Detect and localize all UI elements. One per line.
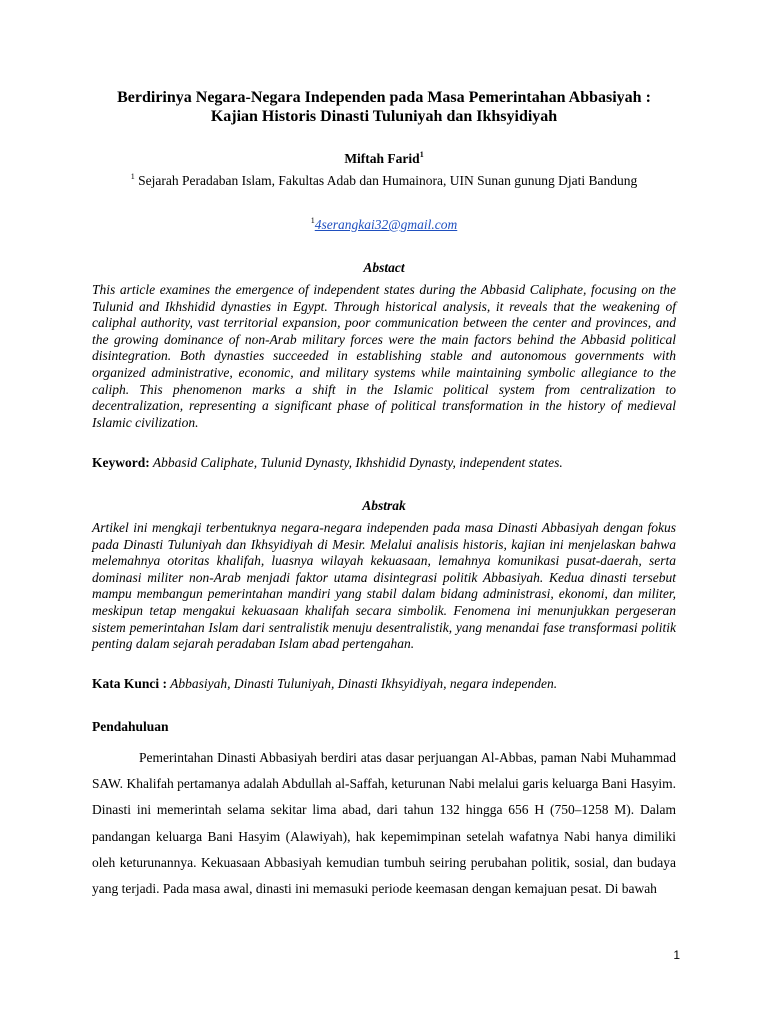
author-affiliation [92, 173, 676, 189]
keywords-id-label: Kata Kunci : [92, 676, 168, 691]
paper-title: Berdirinya Negara-Negara Independen pada Masa Pemerintahan Abbasiyah : Kajian Historis Dinasti Tuluniyah dan Ikhsyidiyah [117, 89, 651, 125]
keywords-en [92, 455, 676, 471]
keywords-id-values: Abbasiyah, Dinasti Tuluniyah, Dinasti Ikhsyidiyah, negara independen. [167, 676, 558, 691]
email-link[interactable]: 4serangkai32@gmail.com [314, 217, 458, 232]
keywords-id [92, 676, 676, 692]
abstract-id-text: Artikel ini mengkaji terbentuknya negara-negara independen pada masa Dinasti Abbasiyah dengan fokus pada Dinasti Tuluniyah dan Ikhsyidiyah di Mesir. Melalui analisis historis, kajian ini menjelaskan bahwa melemahnya otoritas khalifah, luasnya wilayah kekuasaan, lemahnya komunikasi pusat-daerah, serta dominasi militer non-Arab menjadi faktor utama disintegrasi politik Abbasiyah. Kedua dinasti tersebut mampu membangun pemerintahan mandiri yang stabil dalam bidang administrasi, ekonomi, dan militer, meskipun tetap mengakui kekuasaan khalifah secara simbolik. Fenomena ini menunjukkan pergeseran sistem pemerintahan Islam dari sentralistik menuju desentralistik, yang menandai fase transformasi politik penting dalam sejarah peradaban Islam abad pertengahan. [92, 520, 676, 652]
keywords-en-label: Keyword: [92, 455, 150, 470]
author-email-line [92, 217, 676, 233]
email-superscript: 1 [310, 216, 315, 225]
abstract-id-heading: Abstrak [362, 498, 406, 513]
author-name-line [92, 151, 676, 167]
affiliation-text: Sejarah Peradaban Islam, Fakultas Adab dan Humainora, UIN Sunan gunung Djati Bandung [134, 173, 638, 188]
abstract-en-text: This article examines the emergence of independent states during the Abbasid Caliphate, focusing on the Tulunid and Ikhshidid dynasties in Egypt. Through historical analysis, it reveals that the weakening of caliphal authority, vast territorial expansion, poor communication between the center and provinces, and the growing dominance of non-Arab military forces were the main factors behind the Abbasid political disintegration. Both dynasties succeeded in establishing stable and autonomous governments with organized administrative, economic, and military systems while maintaining symbolic allegiance to the caliph. This phenomenon marks a shift in the Islamic political system from centralization to decentralization, representing a significant phase of political transformation in the history of medieval Islamic civilization. [92, 282, 676, 430]
introduction-paragraph: Pemerintahan Dinasti Abbasiyah berdiri atas dasar perjuangan Al-Abbas, paman Nabi Muhammad SAW. Khalifah pertamanya adalah Abdullah al-Saffah, keturunan Nabi melalui garis keluarga Bani Hasyim. Dinasti ini memerintah selama sekitar lima abad, dari tahun 132 hingga 656 H (750–1258 M). Dalam pandangan keluarga Bani Hasyim (Alawiyah), hak kepemimpinan setelah wafatnya Nabi hanya dimiliki oleh keturunannya. Kekuasaan Abbasiyah kemudian tumbuh seiring perubahan politik, sosial, dan budaya yang terjadi. Pada masa awal, dinasti ini memasuki periode keemasan dengan kemajuan pesat. Di bawah [92, 750, 676, 897]
page-number: 1 [673, 948, 680, 962]
author-name: Miftah Farid [344, 151, 420, 166]
keywords-en-values: Abbasid Caliphate, Tulunid Dynasty, Ikhshidid Dynasty, independent states. [149, 455, 563, 470]
introduction-heading: Pendahuluan [92, 719, 169, 734]
abstract-en-heading: Abstact [363, 260, 405, 275]
affiliation-superscript: 1 [130, 172, 135, 181]
author-superscript: 1 [419, 150, 424, 159]
